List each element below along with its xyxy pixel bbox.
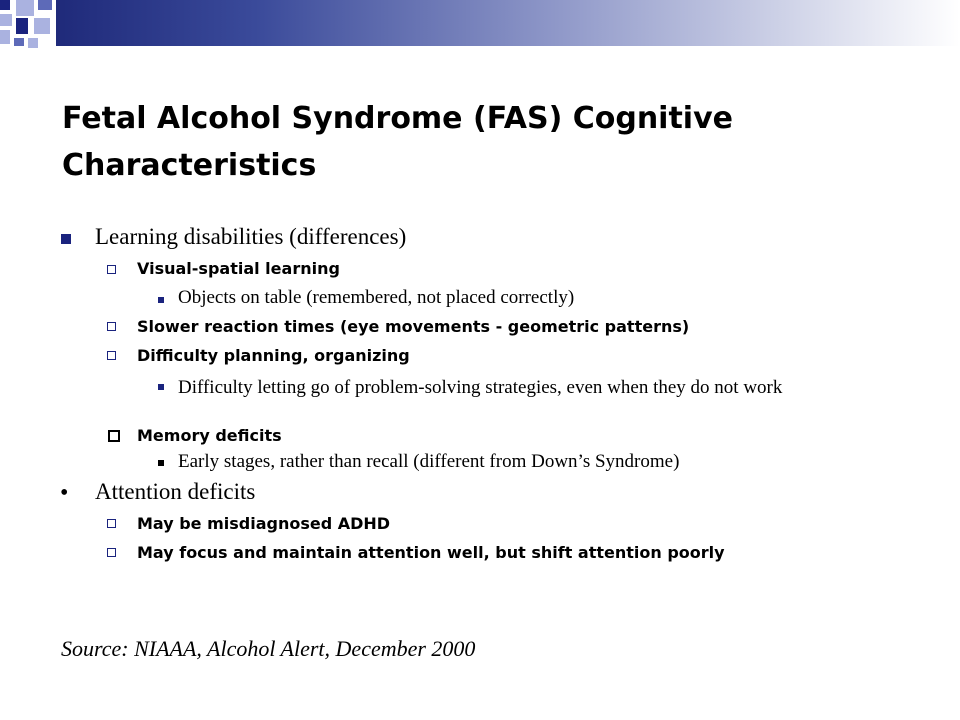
bullet-learning: Learning disabilities (differences) bbox=[95, 224, 407, 249]
hollow-square-bullet-icon bbox=[107, 322, 116, 331]
hollow-square-bullet-icon bbox=[107, 265, 116, 274]
hollow-square-bullet-icon bbox=[108, 430, 120, 442]
bullet-slower-reaction: Slower reaction times (eye movements - geometric patterns) bbox=[137, 317, 690, 336]
source-citation: Source: NIAAA, Alcohol Alert, December 2000 bbox=[61, 636, 476, 661]
square-bullet-icon bbox=[158, 297, 164, 303]
bullet-visual-spatial: Visual-spatial learning bbox=[137, 259, 340, 278]
hollow-square-bullet-icon bbox=[107, 351, 116, 360]
bullet-early-stages: Early stages, rather than recall (different from Down’s Syndrome) bbox=[178, 451, 680, 472]
square-bullet-icon bbox=[61, 234, 71, 244]
bullet-letting-go: Difficulty letting go of problem-solving strategies, even when they do not work bbox=[178, 377, 783, 398]
bullet-memory: Memory deficits bbox=[137, 426, 282, 445]
slide-title: Fetal Alcohol Syndrome (FAS) Cognitive Characteristics bbox=[62, 101, 733, 183]
bullet-misdiagnosed: May be misdiagnosed ADHD bbox=[137, 514, 391, 533]
bullet-focus: May focus and maintain attention well, but shift attention poorly bbox=[137, 543, 725, 562]
bullet-planning: Difficulty planning, organizing bbox=[137, 346, 410, 365]
square-bullet-icon bbox=[158, 384, 164, 390]
hollow-square-bullet-icon bbox=[107, 519, 116, 528]
square-bullet-icon bbox=[158, 460, 164, 466]
bullet-attention: Attention deficits bbox=[95, 479, 256, 504]
bullet-objects: Objects on table (remembered, not placed correctly) bbox=[178, 287, 575, 308]
hollow-square-bullet-icon bbox=[107, 548, 116, 557]
round-bullet-icon: • bbox=[60, 480, 69, 506]
